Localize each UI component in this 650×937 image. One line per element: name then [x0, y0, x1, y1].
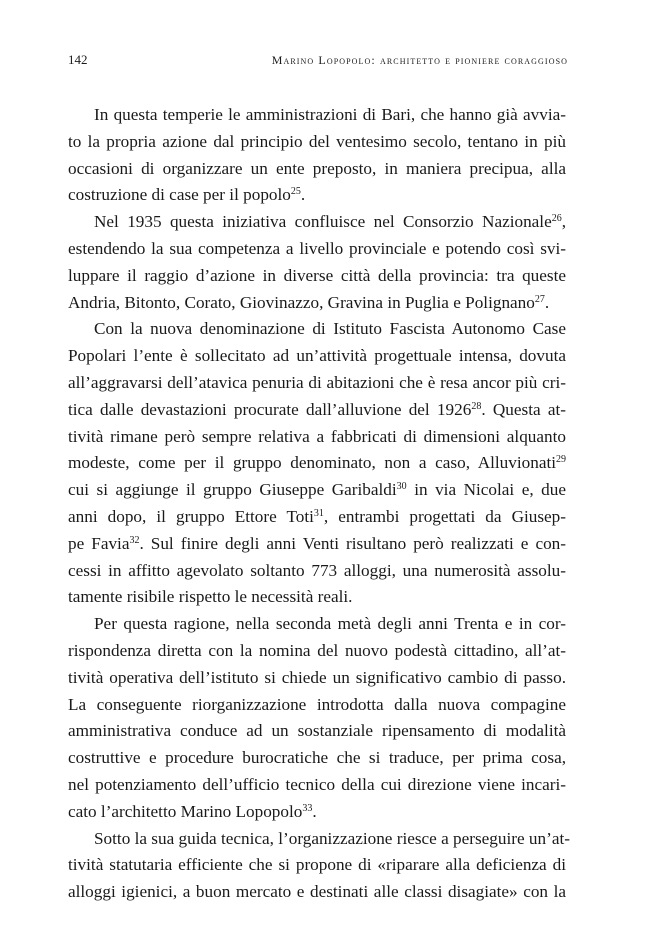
- text-fragment: modeste, come per il gruppo denominato, non a caso, Alluvionati: [68, 453, 556, 473]
- text-fragment: .: [312, 801, 317, 821]
- text-line: [68, 504, 566, 531]
- text-fragment: costruzione di case per il popolo: [68, 185, 291, 205]
- text-fragment: in via Nicolai e, due: [406, 480, 566, 500]
- text-fragment: Andria, Bitonto, Corato, Giovinazzo, Gravina in Puglia e Polignano: [68, 292, 535, 312]
- text-line: [68, 450, 566, 477]
- footnote-ref-31: 31: [313, 507, 324, 519]
- text-line: to la propria azione dal principio del ventesimo secolo, tentano in più: [68, 131, 566, 151]
- text-line: Per questa ragione, nella seconda metà degli anni Trenta e in cor-: [94, 614, 566, 634]
- paragraph-4: [68, 611, 566, 825]
- text-fragment: cato l’architetto Marino Lopopolo: [68, 801, 303, 821]
- text-fragment: . Questa at-: [481, 399, 566, 419]
- text-line: tività rimane però sempre relativa a fabbricati di dimensioni alquanto: [68, 426, 566, 446]
- text-line: estendendo la sua competenza a livello provinciale e potendo così svi-: [68, 238, 566, 258]
- text-fragment: pe Favia: [68, 533, 130, 553]
- footnote-ref-26: 26: [551, 213, 562, 225]
- text-line: [68, 799, 566, 826]
- page-header: [68, 52, 568, 70]
- text-line: La conseguente riorganizzazione introdotta dalla nuova compagine: [68, 694, 566, 714]
- text-fragment: tica dalle devastazioni procurate dall’alluvione del 1926: [68, 399, 472, 419]
- footnote-ref-29: 29: [556, 454, 566, 466]
- text-line: In questa temperie le amministrazioni di Bari, che hanno già avvia-: [94, 105, 566, 124]
- text-fragment: .: [544, 292, 550, 312]
- text-fragment: anni dopo, il gruppo Ettore Toti: [68, 506, 314, 526]
- paragraph-1: [68, 102, 566, 209]
- text-fragment: , entrambi progettati da Giusep-: [323, 506, 567, 526]
- page-number: 142: [68, 52, 88, 67]
- text-line: [68, 397, 566, 424]
- text-line: [68, 477, 566, 504]
- text-line: Popolari l’ente è sollecitato ad un’attività progettuale intensa, dovuta: [68, 346, 566, 366]
- text-fragment: . Sul finire degli anni Venti risultano però realizzati e con-: [139, 533, 566, 553]
- text-line: tività statutaria efficiente che si propone di «riparare alla deficienza di: [68, 855, 566, 875]
- text-line: [68, 531, 566, 558]
- text-line: luppare il raggio d’azione in diverse città della provincia: tra queste: [68, 265, 566, 285]
- text-line: [68, 182, 566, 209]
- text-line: [68, 209, 566, 236]
- text-fragment: ,: [561, 212, 566, 232]
- paragraph-5: [68, 826, 570, 906]
- text-line: Con la nuova denominazione di Istituto Fascista Autonomo Case: [94, 319, 566, 339]
- text-line: alloggi igienici, a buon mercato e destinati alle classi disagiate» con la: [68, 882, 566, 902]
- text-line: [68, 290, 566, 317]
- text-line: Sotto la sua guida tecnica, l’organizzazione riesce a perseguire un’at-: [94, 828, 570, 848]
- paragraph-3: [68, 316, 566, 611]
- text-fragment: cui si aggiunge il gruppo Giuseppe Garibaldi: [68, 480, 397, 500]
- text-line: costruttive e procedure burocratiche che si traduce, per prima cosa,: [68, 748, 566, 768]
- text-line: tività operativa dell’istituto si chiede un significativo cambio di passo.: [68, 667, 566, 687]
- text-line: occasioni di organizzare un ente preposto, in maniera precipua, alla: [68, 158, 566, 178]
- footnote-ref-33: 33: [302, 802, 313, 814]
- text-line: cessi in affitto agevolato soltanto 773 alloggi, una numerosità assolu-: [68, 560, 566, 580]
- text-fragment: .: [300, 185, 306, 205]
- footnote-ref-25: 25: [290, 186, 301, 198]
- text-fragment: Nel 1935 questa iniziativa confluisce nel Consorzio Nazionale: [94, 212, 552, 232]
- footnote-ref-30: 30: [396, 481, 407, 493]
- footnote-ref-27: 27: [534, 293, 545, 305]
- footnote-ref-32: 32: [129, 534, 140, 546]
- text-line: all’aggravarsi dell’atavica penuria di abitazioni che è resa ancor più cri-: [68, 372, 566, 392]
- footnote-ref-28: 28: [471, 400, 482, 412]
- text-line: amministrativa conduce ad un sostanziale ripensamento di modalità: [68, 721, 566, 741]
- text-line: tamente risibile rispetto le necessità reali.: [68, 587, 353, 607]
- text-line: nel potenziamento dell’ufficio tecnico della cui direzione viene incari-: [68, 774, 566, 794]
- body-text: [68, 102, 570, 906]
- text-line: rispondenza diretta con la nomina del nuovo podestà cittadino, all’at-: [68, 640, 566, 660]
- running-title: Marino Lopopolo: architetto e pioniere coraggioso: [271, 53, 568, 67]
- paragraph-2: [68, 209, 566, 316]
